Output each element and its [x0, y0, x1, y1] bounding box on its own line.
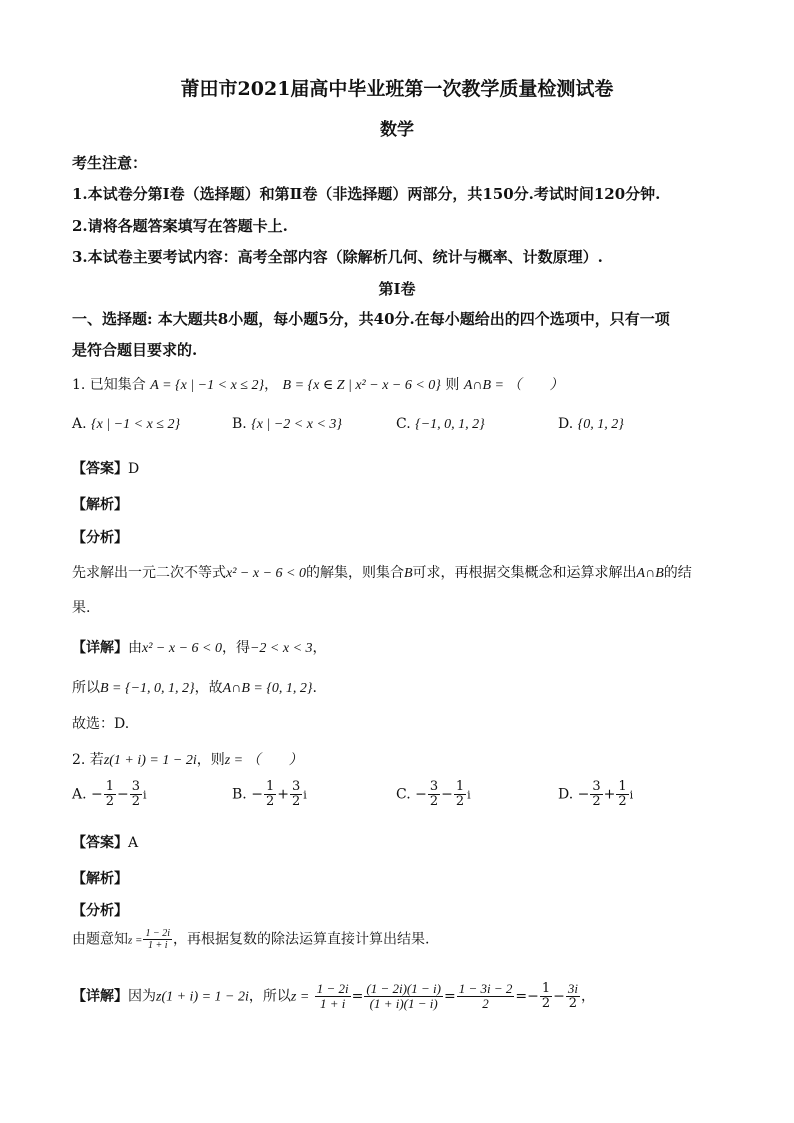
q2-detail-tag: 【详解】 [72, 988, 128, 1005]
q1-fenxi-ineq: x² − x − 6 < 0 [226, 566, 306, 581]
q2-option-b-sign1: − [251, 786, 263, 803]
q2-frac2-den: (1 + i)(1 − i) [369, 996, 438, 1011]
q2-stem-prefix: 2. 若 [72, 752, 104, 768]
q1-detail-text-e: ， [312, 640, 327, 656]
q2-answer-value: A [128, 835, 139, 851]
subject-title: 数学 [380, 120, 414, 140]
q1-detail-text-a: 由 [128, 640, 142, 656]
q2-frac2-num: (1 − 2i)(1 − i) [366, 981, 441, 996]
q1-detail-tag: 【详解】 [72, 640, 128, 656]
q2-detail-tail: ， [581, 988, 595, 1005]
section-instruction-2: 是符合题目要求的. [72, 341, 198, 359]
q1-option-d-text: {0, 1, 2} [577, 417, 624, 432]
q2-option-c-sign1: − [415, 786, 427, 803]
page-title: 莆田市2021届高中毕业班第一次教学质量检测试卷 [180, 78, 614, 100]
q1-detail2-text-a: 所以 [72, 680, 100, 696]
q2-answer-tag: 【答案】 [72, 835, 128, 851]
q1-option-a-text: {x | −1 < x ≤ 2} [91, 417, 181, 432]
q2-option-c-den1: 2 [429, 794, 439, 809]
q2-option-d-unit: i [629, 788, 634, 802]
q2-answer [72, 832, 138, 852]
q1-option-a[interactable] [72, 416, 180, 433]
q1-detail-line-2 [72, 677, 317, 697]
q2-option-c-sign2: − [441, 786, 453, 803]
q2-option-d[interactable] [558, 780, 633, 809]
q1-detail2-set-b: B = {−1, 0, 1, 2} [100, 681, 195, 696]
q2-eq-2: = [443, 988, 456, 1005]
q1-fenxi-text-a: 先求解出一元二次不等式 [72, 565, 226, 581]
q2-option-b[interactable] [232, 780, 307, 809]
q2-option-d-den1: 2 [592, 794, 601, 809]
q2-option-c-num1: 3 [429, 779, 439, 794]
q2-option-b-den1: 2 [265, 794, 275, 809]
q1-fenxi-line-1 [72, 562, 692, 582]
q1-set-b: B = {x ∈ Z | x² − x − 6 < 0} [282, 378, 441, 393]
q2-stem-then: ，则 [196, 752, 225, 768]
q2-frac3-num: 1 − 3i − 2 [458, 981, 513, 996]
q2-frac5-den: 2 [568, 996, 578, 1011]
q1-option-b[interactable] [232, 416, 342, 433]
q1-answer-tag: 【答案】 [72, 461, 128, 477]
note-item-1: 1.本试卷分第Ⅰ卷（选择题）和第Ⅱ卷（非选择题）两部分，共150分.考试时间120分钟. [72, 185, 661, 203]
q2-fenxi-tag: 【分析】 [72, 903, 128, 919]
q2-option-d-sign1: − [577, 786, 590, 803]
q2-option-d-label: D. [558, 786, 574, 803]
q1-detail2-text-c: ，故 [194, 680, 223, 696]
q1-detail-text-c: ，得 [221, 640, 250, 656]
q1-then: 则 [445, 377, 460, 393]
q2-eq-1: = [351, 988, 364, 1005]
q2-option-a-num2: 3 [131, 779, 141, 794]
note-item-2: 2.请将各题答案填写在答题卡上. [72, 217, 288, 235]
section-instruction-1: 一、选择题: 本大题共8小题，每小题5分，共40分.在每小题给出的四个选项中，只有一项 [72, 310, 670, 328]
q2-analysis-tag: 【解析】 [72, 871, 128, 887]
q2-detail-line [72, 982, 595, 1011]
q2-option-a[interactable] [72, 780, 147, 809]
q2-fenxi-line [72, 928, 429, 951]
q2-option-a-unit: i [143, 788, 147, 802]
q1-option-c-label: C. [396, 416, 411, 432]
note-item-3: 3.本试卷主要考试内容：高考全部内容（除解析几何、统计与概率、计数原理）. [72, 248, 603, 266]
q2-option-b-label: B. [232, 786, 247, 803]
q1-detail-range: −2 < x < 3 [249, 641, 313, 656]
q2-option-d-num2: 1 [618, 779, 627, 794]
q2-detail-equation: z(1 + i) = 1 − 2i [156, 989, 249, 1005]
q1-answer [72, 458, 139, 478]
q1-answer-value: D [128, 461, 140, 477]
q2-option-d-num1: 3 [592, 779, 601, 794]
q2-option-a-den2: 2 [131, 794, 141, 809]
q1-analysis-tag: 【解析】 [72, 497, 128, 513]
q2-option-b-unit: i [303, 788, 307, 802]
q2-stem-equation: z(1 + i) = 1 − 2i [103, 753, 197, 768]
q1-option-c-text: {−1, 0, 1, 2} [415, 417, 485, 432]
q2-option-b-num1: 1 [265, 779, 275, 794]
q2-eq-3: = [515, 988, 528, 1005]
q2-option-d-sign2: + [603, 786, 616, 803]
q2-fenxi-text-b: ，再根据复数的除法运算直接计算出结果. [173, 931, 430, 948]
q1-set-a: A = {x | −1 < x ≤ 2} [150, 378, 265, 393]
q2-option-d-den2: 2 [618, 794, 627, 809]
q2-frac3-den: 2 [482, 996, 489, 1011]
q2-option-b-sign2: + [277, 786, 289, 803]
q2-frac4-sign: − [527, 988, 539, 1005]
q2-option-a-den1: 2 [105, 794, 115, 809]
q1-fenxi-text-e: 可求，再根据交集概念和运算求解出 [412, 565, 637, 581]
q2-detail-z: z = [290, 989, 310, 1005]
q1-option-b-label: B. [232, 416, 247, 432]
q1-detail-ineq: x² − x − 6 < 0 [142, 641, 222, 656]
q2-option-c-den2: 2 [455, 794, 465, 809]
q2-frac4-num: 1 [541, 981, 551, 996]
q2-option-c-num2: 1 [455, 779, 465, 794]
q2-frac5-num: 3i [567, 981, 578, 996]
q2-option-a-label: A. [72, 786, 87, 803]
q2-frac4-den: 2 [541, 996, 551, 1011]
q1-stem-prefix: 1. 已知集合 [72, 377, 146, 393]
q2-fenxi-num: 1 − 2i [145, 928, 170, 939]
section-label: 第Ⅰ卷 [378, 280, 416, 298]
q1-option-b-text: {x | −2 < x < 3} [251, 417, 343, 432]
q1-fenxi-text-c: 的解集，则集合 [305, 565, 404, 581]
q1-fenxi-tag: 【分析】 [72, 530, 128, 546]
q2-option-a-num1: 1 [105, 779, 115, 794]
q1-fenxi-text-g: 的结 [663, 565, 692, 581]
q2-fenxi-text-a: 由题意知 [72, 931, 128, 948]
q2-option-a-sign1: − [91, 786, 103, 803]
q2-option-b-num2: 3 [291, 779, 301, 794]
q1-fenxi-intersection: A∩B [636, 566, 664, 581]
q2-fenxi-z: z = [128, 934, 143, 947]
q1-option-c[interactable] [396, 416, 485, 433]
q2-fenxi-den: 1 + i [147, 940, 168, 951]
q1-option-d[interactable] [558, 416, 624, 433]
q1-fenxi-line-2: 果. [72, 600, 91, 616]
q2-stem [72, 749, 303, 769]
q2-option-c-label: C. [396, 786, 411, 803]
q1-detail2-text-e: . [312, 680, 317, 696]
q2-frac1-den: 1 + i [320, 996, 346, 1011]
q1-ask: A∩B = （ ） [463, 378, 564, 393]
q2-frac5-sign: − [553, 988, 565, 1005]
notes-heading: 考生注意： [72, 154, 148, 172]
q2-option-c-unit: i [467, 788, 471, 802]
q2-option-c[interactable] [396, 780, 471, 809]
q1-option-a-label: A. [72, 416, 87, 432]
q2-option-a-sign2: − [117, 786, 129, 803]
q2-frac1-num: 1 − 2i [316, 981, 349, 996]
q2-detail-text-b: ，所以 [248, 988, 291, 1005]
q1-stem: 1. 已知集合 A = {x | −1 < x ≤ 2}， B = {x ∈ Z | x² − x − 6 < 0} 则 A∩B = （ ） [72, 377, 564, 393]
q2-detail-text-a: 因为 [128, 988, 156, 1005]
q1-option-d-label: D. [558, 416, 574, 432]
q1-detail2-result: A∩B = {0, 1, 2} [222, 681, 313, 696]
q1-detail-line-1 [72, 637, 327, 657]
q2-stem-ask: z = （ ） [224, 753, 303, 768]
q1-choose: 故选：D. [72, 716, 130, 732]
q2-option-b-den2: 2 [291, 794, 301, 809]
q1-fenxi-set-b: B [403, 566, 413, 581]
